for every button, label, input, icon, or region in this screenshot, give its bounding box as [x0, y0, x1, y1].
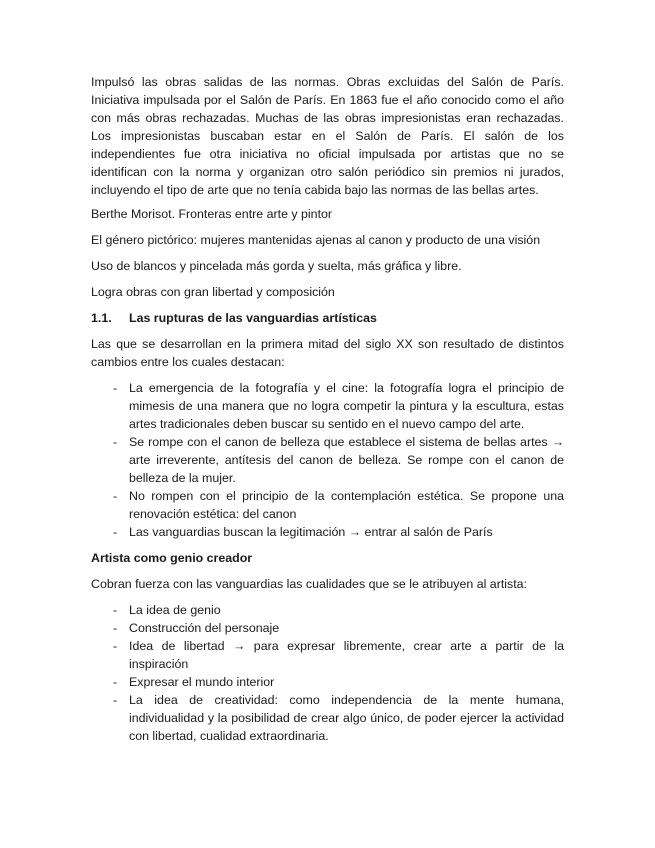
list-item-text: Las vanguardias buscan la legitimación → entrar al salón de París — [129, 525, 493, 539]
dash-bullet: - — [113, 675, 118, 689]
list-item-text: La idea de creatividad: como independencia de la mente humana, individualidad y la posibilidad de crear algo único, de poder ejercer la actividad con libertad, cualidad extraordinaria. — [129, 693, 564, 743]
list-item — [91, 637, 564, 673]
dash-bullet: - — [113, 489, 118, 503]
list-item-text: Construcción del personaje — [129, 621, 280, 635]
section-heading — [91, 309, 564, 327]
list-item-text: Expresar el mundo interior — [129, 675, 275, 689]
genio-list — [91, 601, 564, 745]
rupturas-list — [91, 379, 564, 541]
dash-bullet: - — [113, 621, 118, 635]
list-item — [91, 601, 564, 619]
dash-bullet: - — [113, 693, 118, 707]
list-item — [91, 673, 564, 691]
document-body — [91, 73, 564, 753]
logra-line: Logra obras con gran libertad y composición — [91, 285, 335, 299]
intro-paragraph: Impulsó las obras salidas de las normas. Obras excluidas del Salón de París. Iniciativa impulsada por el Salón de París. En 1863 fue el año conocido como el año con más obras rechazadas. Muchas de las obras impresionistas eran rechazadas. Los impresionistas buscaban estar en el Salón de París. El salón de los independientes fue otra iniciativa no oficial impulsada por artistas que no se identifican con la norma y organizan otro salón periódico sin premios ni jurados, incluyendo el tipo de arte que no tenía cabida bajo las normas de las bellas artes. — [91, 75, 564, 197]
list-item-text: La idea de genio — [129, 603, 221, 617]
list-item — [91, 379, 564, 433]
list-item — [91, 523, 564, 541]
uso-line: Uso de blancos y pincelada más gorda y suelta, más gráfica y libre. — [91, 259, 462, 273]
list-item — [91, 487, 564, 523]
morisot-line: Berthe Morisot. Fronteras entre arte y pintor — [91, 207, 333, 221]
dash-bullet: - — [113, 603, 118, 617]
list-item-text: No rompen con el principio de la contemplación estética. Se propone una renovación estética: del canon — [129, 489, 564, 521]
section-number: 1.1. — [91, 311, 112, 325]
section-title: Las rupturas de las vanguardias artísticas — [129, 311, 377, 325]
genio-heading: Artista como genio creador — [91, 551, 253, 565]
genero-line: El género pictórico: mujeres mantenidas ajenas al canon y producto de una visión — [91, 233, 541, 247]
genio-lead: Cobran fuerza con las vanguardias las cualidades que se le atribuyen al artista: — [91, 577, 527, 591]
dash-bullet: - — [113, 381, 118, 395]
list-item — [91, 433, 564, 487]
list-item-text: Idea de libertad → para expresar libremente, crear arte a partir de la inspiración — [129, 639, 564, 671]
section-lead: Las que se desarrollan en la primera mitad del siglo XX son resultado de distintos cambios entre los cuales destacan: — [91, 337, 564, 369]
dash-bullet: - — [113, 639, 118, 653]
list-item — [91, 691, 564, 745]
list-item-text: La emergencia de la fotografía y el cine: la fotografía logra el principio de mimesis de una manera que no logra competir la pintura y la escultura, estas artes tradicionales deben buscar su sentido en el nuevo campo del arte. — [129, 381, 564, 431]
dash-bullet: - — [113, 525, 118, 539]
dash-bullet: - — [113, 435, 118, 449]
list-item-text: Se rompe con el canon de belleza que establece el sistema de bellas artes → arte irreverente, antítesis del canon de belleza. Se rompe con el canon de belleza de la mujer. — [129, 435, 564, 485]
list-item — [91, 619, 564, 637]
